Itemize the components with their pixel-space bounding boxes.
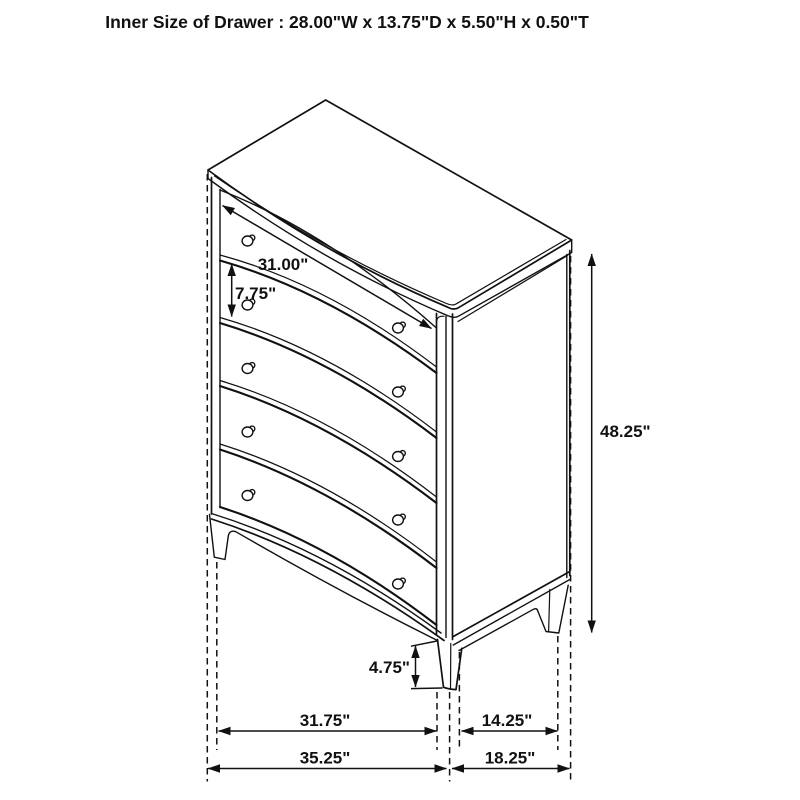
dim-drawer-front-height-label: 7.75" [235, 284, 277, 303]
knob [242, 235, 255, 246]
dim-side-leg-span [462, 711, 558, 731]
front-right-foot [438, 640, 462, 690]
back-right-leg [537, 585, 568, 633]
right-corner-post [437, 314, 453, 640]
knob [393, 451, 406, 462]
base-apron [212, 514, 445, 641]
knob [393, 514, 406, 525]
knob [393, 578, 406, 589]
dim-drawer-width-label: 31.00" [257, 255, 309, 274]
dim-overall-height-label: 48.25" [600, 422, 651, 441]
dim-front-leg-span-label: 31.75" [299, 711, 351, 730]
side-bottom-rail-top [453, 572, 570, 637]
knob [393, 322, 406, 333]
side-top-edge [458, 256, 568, 322]
dim-overall-depth-label: 18.25" [484, 748, 536, 768]
dim-foot-height-label: 4.75" [368, 658, 410, 677]
dim-side-leg-span-label: 14.25" [481, 711, 533, 730]
diagram-title: Inner Size of Drawer : 28.00"W x 13.75"D x 5.50"H x 0.50"T [105, 12, 589, 32]
dim-overall-height [592, 254, 651, 633]
knob [242, 426, 255, 437]
knob [242, 363, 255, 374]
knob [242, 490, 255, 501]
dim-overall-width [208, 749, 447, 769]
dim-overall-width-label: 35.25" [299, 748, 351, 768]
drawer-fronts [220, 190, 437, 625]
dim-drawer-width [223, 206, 432, 329]
knob [393, 386, 406, 397]
side-apron-bottom [459, 609, 537, 651]
dim-overall-depth [452, 749, 570, 769]
left-stile [212, 178, 221, 515]
dim-front-leg-span [219, 711, 437, 731]
side-bottom-rail-bottom [453, 580, 570, 646]
dim-foot-height [369, 641, 443, 689]
side-panel [453, 251, 570, 651]
